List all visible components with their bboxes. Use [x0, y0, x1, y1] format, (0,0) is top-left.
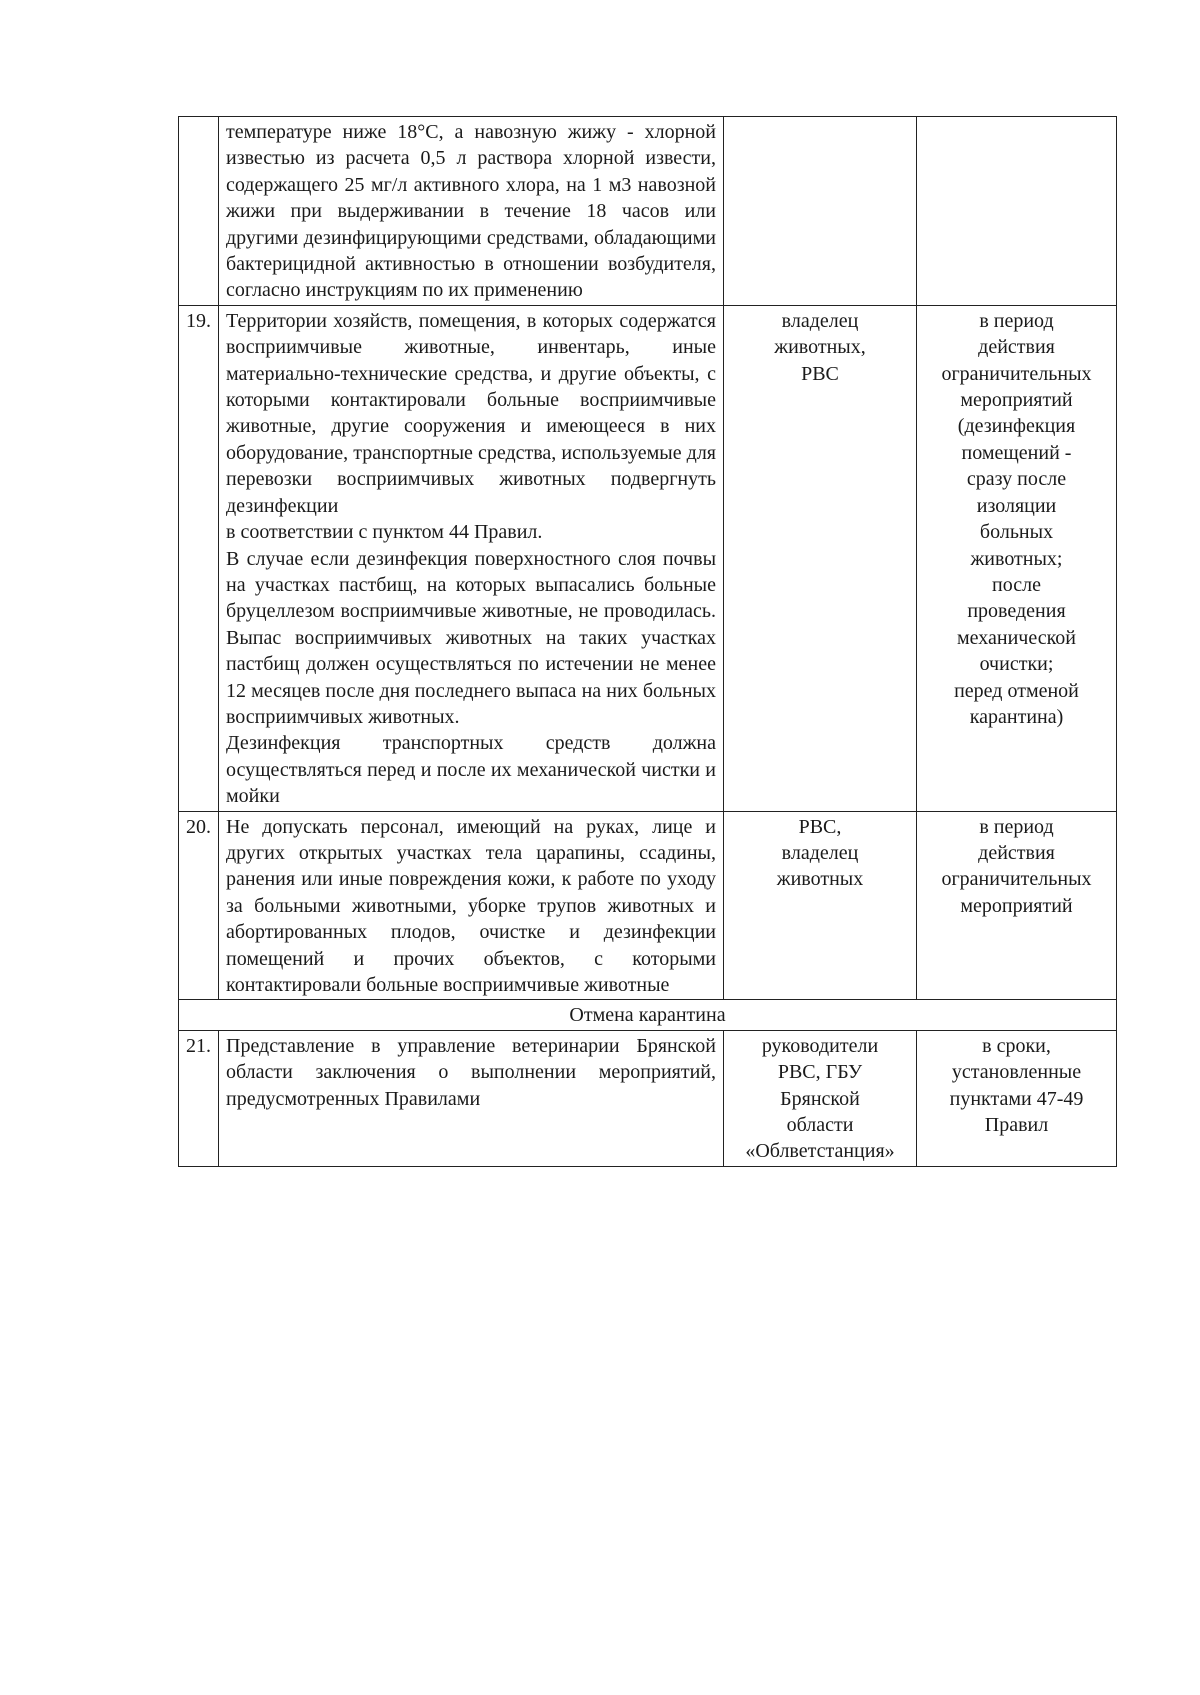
timing-line: установленные [951, 1061, 1082, 1084]
section-title: Отмена карантина [179, 1000, 1117, 1030]
responsible-line: руководители [761, 1034, 879, 1057]
timing-line: пунктами 47-49 [949, 1087, 1084, 1110]
responsible-line: РВС, [798, 815, 842, 838]
timing-line: очистки; [979, 653, 1054, 676]
responsible-line: животных, [774, 336, 866, 359]
table-row [179, 117, 1117, 306]
measure-description [219, 811, 724, 1000]
timing-line: в период [979, 309, 1054, 332]
responsible-line: Брянской [780, 1087, 860, 1110]
timing-line: животных; [970, 547, 1063, 570]
measure-description [219, 117, 724, 306]
row-number [179, 117, 219, 306]
table-row [179, 305, 1117, 811]
timing-line: изоляции [976, 494, 1057, 517]
responsible-line: владелец [781, 841, 859, 864]
responsible-line: «Облветстанция» [745, 1140, 895, 1163]
timing-line: после [992, 573, 1041, 596]
responsible-line: владелец [781, 309, 859, 332]
description-paragraph: температуре ниже 18°С, а навозную жижу - хлорной известью из расчета 0,5 л раствора хлорной извести, содержащего 25 мг/л активного хлора, на 1 м3 навозной жижи при выдерживании в течение 18 часов или другими дезинфицирующими средствами, обладающими бактерицидной активностью в отношении возбудителя, согласно инструкциям по их применению [226, 121, 716, 302]
timing-line: проведения [967, 600, 1066, 623]
timing-line: ограничительных [941, 362, 1092, 385]
timing [917, 305, 1117, 811]
row-number: 21. [179, 1030, 219, 1166]
description-paragraph: Не допускать персонал, имеющий на руках, лице и других открытых участках тела царапины, ссадины, ранения или иные повреждения кожи, к работе по уходу за больными животными, уборке трупов животных и абортированных плодов, очистке и дезинфекции помещений и прочих объектов, с которыми контактировали больные восприимчивые животные [226, 815, 716, 996]
timing-line: карантина) [969, 705, 1064, 728]
table-row [179, 1030, 1117, 1166]
timing-line: в сроки, [982, 1034, 1051, 1057]
section-row [179, 1000, 1117, 1030]
description-paragraph: в соответствии с пунктом 44 Правил. [226, 521, 543, 544]
responsible-line: животных [776, 868, 864, 891]
timing [917, 811, 1117, 1000]
responsible-party [724, 305, 917, 811]
description-paragraph: Представление в управление ветеринарии Брянской области заключения о выполнении мероприятий, предусмотренных Правилами [226, 1034, 716, 1110]
timing-line: (дезинфекция [957, 415, 1076, 438]
responsible-line: области [786, 1114, 854, 1137]
timing-line: помещений - [961, 441, 1072, 464]
table-row [179, 811, 1117, 1000]
row-number: 20. [179, 811, 219, 1000]
measures-table-body [179, 117, 1117, 1167]
measure-description [219, 1030, 724, 1166]
timing-line: ограничительных [941, 868, 1092, 891]
measure-description [219, 305, 724, 811]
timing-line: мероприятий [960, 894, 1073, 917]
description-paragraph: В случае если дезинфекция поверхностного слоя почвы на участках пастбищ, на которых выпасались больные бруцеллезом восприимчивые животные, не проводилась. Выпас восприимчивых животных на таких участках пастбищ должен осуществляться по истечении не менее 12 месяцев после дня последнего выпаса на них больных восприимчивых животных. [226, 547, 716, 728]
timing-line: перед отменой [954, 679, 1079, 702]
timing-line: больных [979, 521, 1054, 544]
timing-line: сразу после [966, 468, 1067, 491]
responsible-line: РВС, ГБУ [777, 1061, 863, 1084]
responsible-party [724, 811, 917, 1000]
timing-line: мероприятий [960, 389, 1073, 412]
timing-line: в период [979, 815, 1054, 838]
row-number: 19. [179, 305, 219, 811]
timing-line: действия [978, 841, 1055, 864]
timing-line: действия [978, 336, 1055, 359]
description-paragraph: Территории хозяйств, помещения, в которых содержатся восприимчивые животные, инвентарь, иные материально-технические средства, и другие объекты, с которыми контактировали больные восприимчивые животные, другие сооружения и имеющееся в них оборудование, транспортные средства, используемые для перевозки восприимчивых животных подвергнуть дезинфекции [226, 309, 716, 517]
measures-table [178, 116, 1117, 1167]
responsible-party [724, 117, 917, 306]
responsible-line: РВС [801, 362, 839, 385]
timing [917, 117, 1117, 306]
responsible-party [724, 1030, 917, 1166]
description-paragraph: Дезинфекция транспортных средств должна осуществляться перед и после их механической чистки и мойки [226, 732, 716, 808]
timing-line: механической [956, 626, 1076, 649]
timing-line: Правил [984, 1114, 1049, 1137]
timing [917, 1030, 1117, 1166]
